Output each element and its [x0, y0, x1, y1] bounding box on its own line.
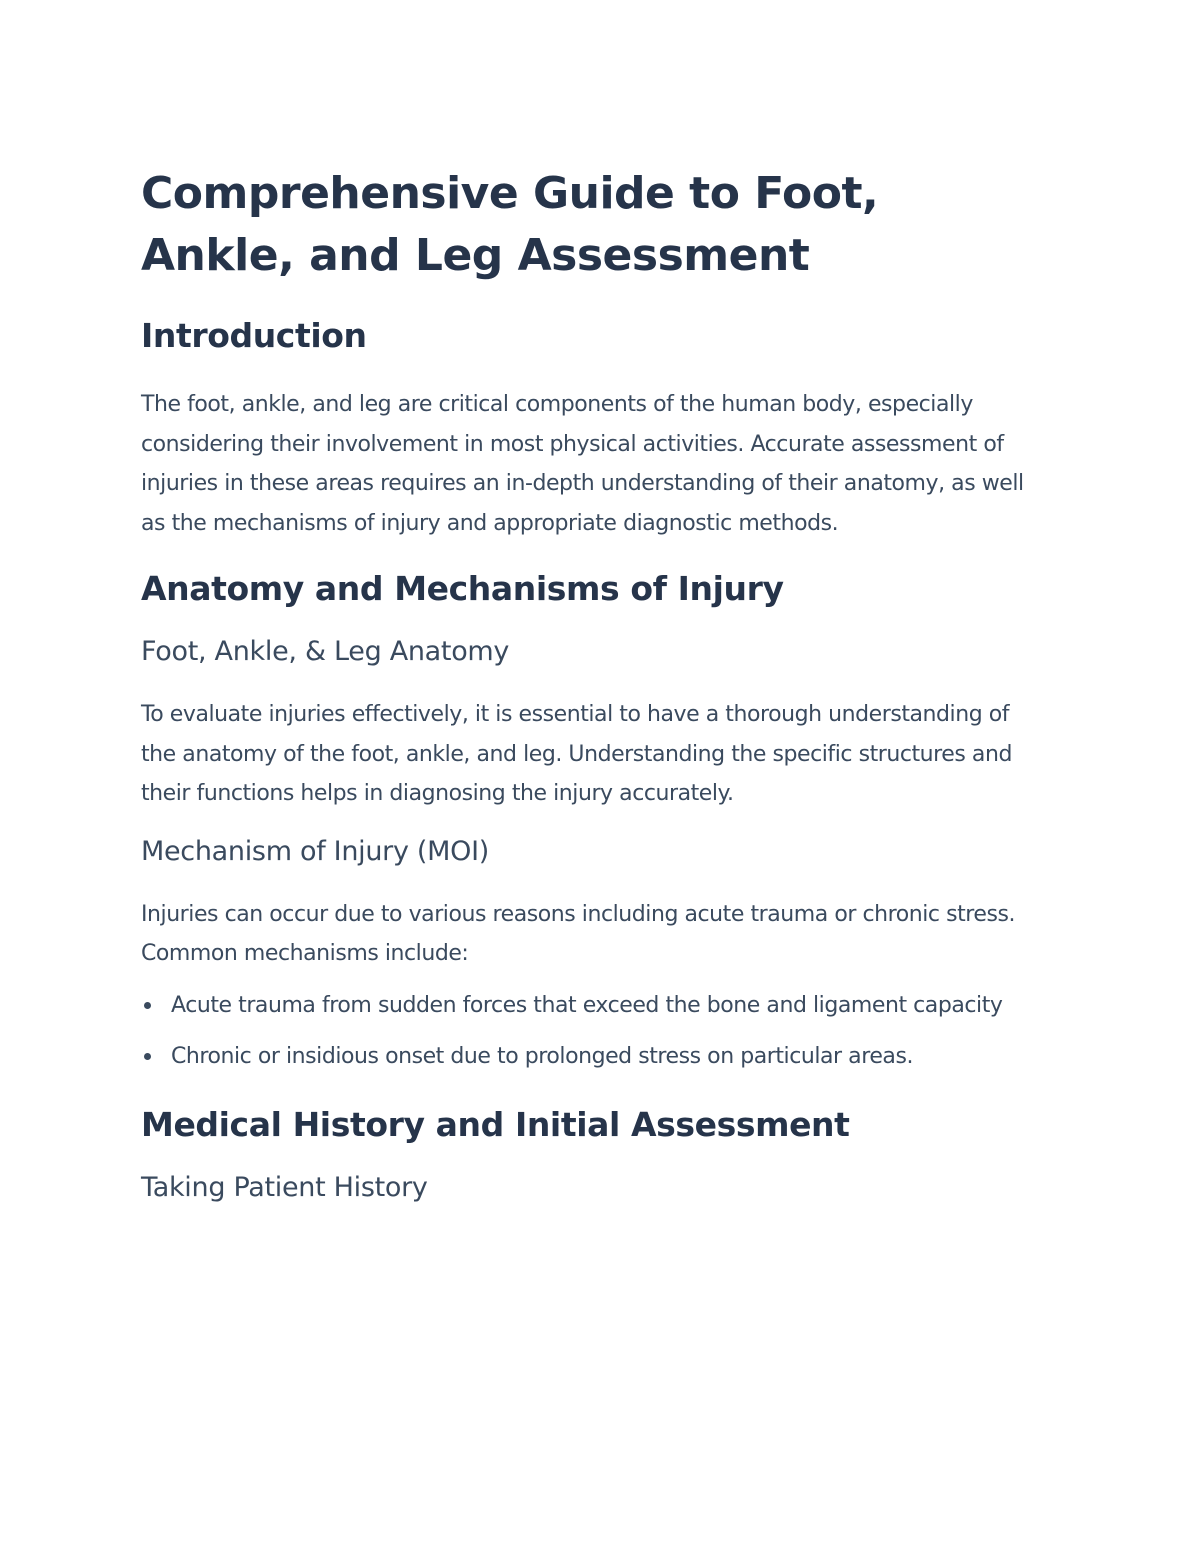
list-item: [141, 986, 1041, 1026]
document-page: [141, 163, 1041, 1205]
list-item-text: Acute trauma from sudden forces that exceed the bone and ligament capacity: [171, 992, 1003, 1018]
moi-bullet-list: [141, 986, 1041, 1077]
subsection-heading-anatomy: Foot, Ankle, & Leg Anatomy: [141, 636, 510, 667]
document-title: Comprehensive Guide to Foot, Ankle, and Leg Assessment: [141, 168, 879, 281]
bullet-icon: [144, 1002, 151, 1009]
bullet-icon: [144, 1053, 151, 1060]
section-heading-anatomy: Anatomy and Mechanisms of Injury: [141, 569, 784, 608]
section-heading-introduction: Introduction: [141, 316, 367, 355]
moi-paragraph: Injuries can occur due to various reasons including acute trauma or chronic stress. Common mechanisms include:: [141, 901, 1016, 966]
subsection-heading-patient-history: Taking Patient History: [141, 1171, 428, 1203]
list-item-text: Chronic or insidious onset due to prolonged stress on particular areas.: [171, 1044, 913, 1069]
list-item: [141, 1037, 1041, 1077]
anatomy-paragraph: To evaluate injuries effectively, it is essential to have a thorough understanding of the anatomy of the foot, ankle, and leg. Understanding the specific structures and their functions helps in diagnosing the injury accurately.: [141, 702, 1012, 806]
section-heading-history: Medical History and Initial Assessment: [141, 1104, 850, 1144]
introduction-paragraph: The foot, ankle, and leg are critical components of the human body, especially considering their involvement in most physical activities. Accurate assessment of injuries in these areas requires an in-depth understanding of their anatomy, as well as the mechanisms of injury and appropriate diagnostic methods.: [141, 392, 1024, 536]
subsection-heading-moi: Mechanism of Injury (MOI): [141, 835, 490, 867]
